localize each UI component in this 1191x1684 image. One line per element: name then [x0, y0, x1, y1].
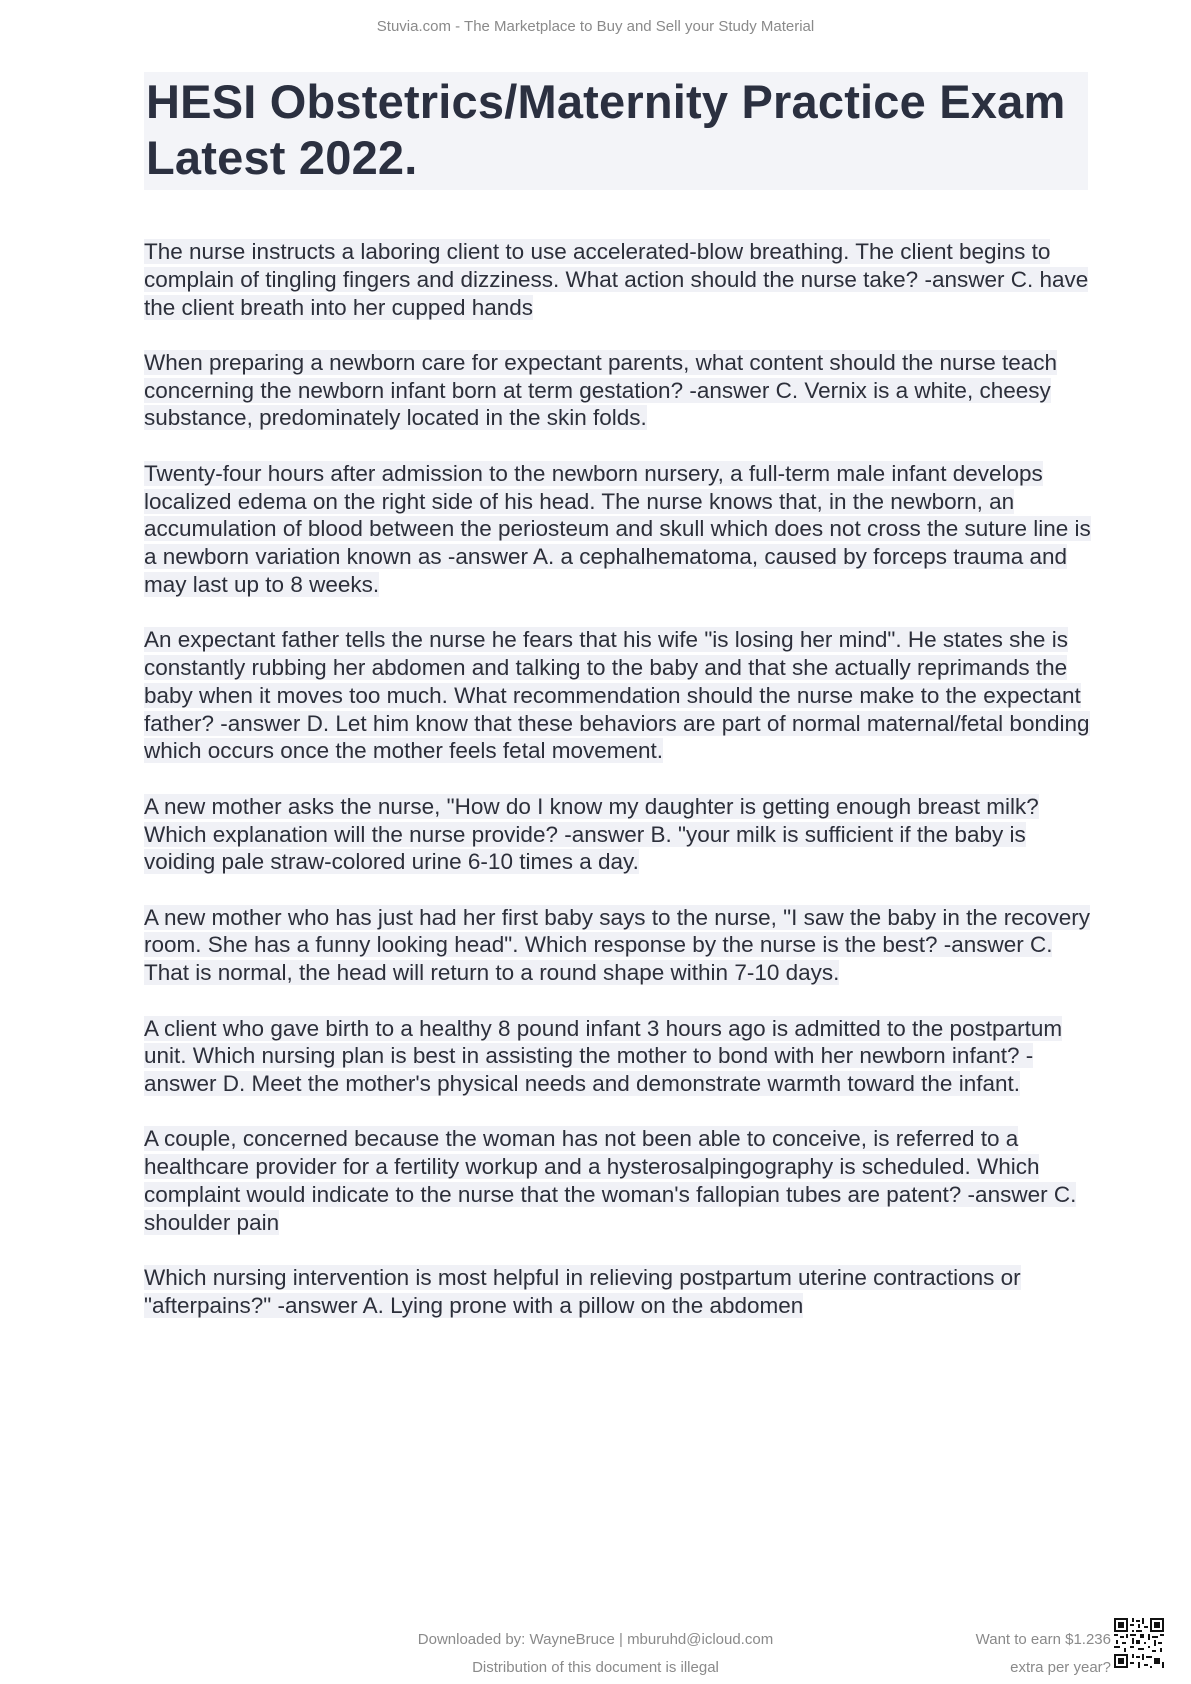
qa-text: Twenty-four hours after admission to the newborn nursery, a full-term male infant develops localized edema on the right side of his head. The nurse knows that, in the newborn, an accumulation of blood between the periosteum and skull which does not cross the suture line is a newborn variation known as -answer A. a cephalhematoma, caused by forceps trauma and may last up to 8 weeks. [144, 460, 1091, 597]
earn-promo[interactable] [931, 1626, 1111, 1682]
document-title [144, 72, 1088, 190]
qa-text: A new mother asks the nurse, "How do I know my daughter is getting enough breast milk? Which explanation will the nurse provide? -answer B. "your milk is sufficient if the baby is voiding pale straw-colored urine 6-10 times a day. [144, 793, 1039, 875]
qa-item [144, 793, 1094, 876]
qa-item [144, 1264, 1094, 1320]
qa-text: A client who gave birth to a healthy 8 pound infant 3 hours ago is admitted to the postpartum unit. Which nursing plan is best in assisting the mother to bond with her newborn infant? -answer D. Meet the mother's physical needs and demonstrate warmth toward the infant. [144, 1015, 1063, 1097]
qa-text: A new mother who has just had her first baby says to the nurse, "I saw the baby in the recovery room. She has a funny looking head". Which response by the nurse is the best? -answer C. That is normal, the head will return to a round shape within 7-10 days. [144, 904, 1090, 986]
promo-line-1: Want to earn $1.236 [975, 1631, 1111, 1648]
qa-text: The nurse instructs a laboring client to use accelerated-blow breathing. The client begins to complain of tingling fingers and dizziness. What action should the nurse take? -answer C. have the client breath into her cupped hands [144, 239, 1089, 320]
qa-item [144, 349, 1094, 432]
stuvia-banner[interactable]: Stuvia.com - The Marketplace to Buy and Sell your Study Material [376, 18, 815, 35]
qa-text: A couple, concerned because the woman has not been able to conceive, is referred to a healthcare provider for a fertility workup and a hysterosalpingography is scheduled. Which complaint would indicate to the nurse that the woman's fallopian tubes are patent? -answer C. shoulder pain [144, 1126, 1077, 1235]
qa-item [144, 626, 1094, 765]
qa-item [144, 238, 1094, 321]
qa-item [144, 460, 1094, 599]
question-answer-list [144, 238, 1094, 1347]
qa-item [144, 1015, 1094, 1098]
distribution-notice: Distribution of this document is illegal [472, 1659, 719, 1676]
qa-item [144, 904, 1094, 987]
qa-text: When preparing a newborn care for expectant parents, what content should the nurse teach concerning the newborn infant born at term gestation? -answer C. Vernix is a white, cheesy substance, predominately located in the skin folds. [144, 349, 1058, 431]
title-line-1: HESI Obstetrics/Maternity Practice Exam [146, 75, 1066, 128]
qa-text: Which nursing intervention is most helpful in relieving postpartum uterine contractions or "afterpains?" -answer A. Lying prone with a pillow on the abdomen [144, 1265, 1021, 1318]
qa-item [144, 1125, 1094, 1236]
qa-text: An expectant father tells the nurse he fears that his wife "is losing her mind". He states she is constantly rubbing her abdomen and talking to the baby and that she actually reprimands the baby when it moves too much. What recommendation should the nurse make to the expectant father? -answer D. Let him know that these behaviors are part of normal maternal/fetal bonding which occurs once the mother feels fetal movement. [144, 627, 1090, 764]
promo-line-2: extra per year? [1010, 1659, 1111, 1676]
downloaded-by-text: Downloaded by: WayneBruce | mburuhd@icloud.com [417, 1631, 774, 1648]
title-line-2: Latest 2022. [146, 131, 418, 184]
qr-code-icon[interactable] [1114, 1618, 1164, 1668]
